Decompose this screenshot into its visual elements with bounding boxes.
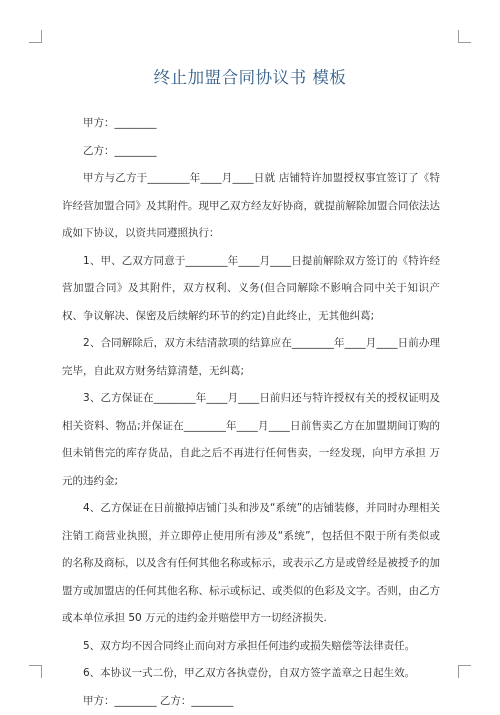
clause-1: 1、甲、乙双方同意于________年____月____日提前解除双方签订的《特许经营加盟合同》及其附件，双方权利、义务(但合同解除不影响合同中关于知识产权、争议解决、保密及后续解约环节的约定)自此终止，无其他纠葛; [62, 248, 440, 331]
document-title: 终止加盟合同协议书 模板 [0, 64, 500, 88]
clause-6: 6、本协议一式二份，甲乙双方各执壹份，自双方签字盖章之日起生效。 [62, 660, 440, 688]
crop-mark-top-right [458, 30, 471, 43]
signature-line: 甲方：________ 乙方：________ [62, 688, 440, 715]
crop-mark-bottom-left [29, 665, 42, 678]
clause-4: 4、乙方保证在日前撤掉店铺门头和涉及“系统”的店铺装修，并同时办理相关注销工商营业执照，并立即停止使用所有涉及“系统”，包括但不限于所有类似或的名称及商标，以及含有任何其他名称或标示，或表示乙方是或曾经是被授予的加盟方或加盟店的任何其他名称、标示或标记、或类似的色彩及文字。否则，由乙方或本单位承担 50 万元的违约金并赔偿甲方一切经济损失. [62, 495, 440, 633]
crop-mark-bottom-right [458, 665, 471, 678]
party-a-line: 甲方：________ [62, 110, 440, 138]
crop-mark-top-left [29, 30, 42, 43]
clause-2: 2、合同解除后，双方未结清款项的结算应在________年____月____日前办理完毕，自此双方财务结算清楚，无纠葛; [62, 330, 440, 385]
clause-3: 3、乙方保证在________年____月____日前归还与特许授权有关的授权证明及相关资料、物品;并保证在________年____月____日前售卖乙方在加盟期间订购的但未销售完的库存货品，自此之后不再进行任何售卖，一经发现，向甲方承担 万元的违约金; [62, 385, 440, 495]
document-body [62, 110, 440, 715]
intro-paragraph: 甲方与乙方于________年____月____日就 店铺特许加盟授权事宜签订了《特许经营加盟合同》及其附件。现甲乙双方经友好协商，就提前解除加盟合同依法达成如下协议，以资共同遵照执行： [62, 165, 440, 248]
clause-5: 5、双方均不因合同终止而向对方承担任何违约或损失赔偿等法律责任。 [62, 633, 440, 661]
party-b-line: 乙方：________ [62, 138, 440, 166]
